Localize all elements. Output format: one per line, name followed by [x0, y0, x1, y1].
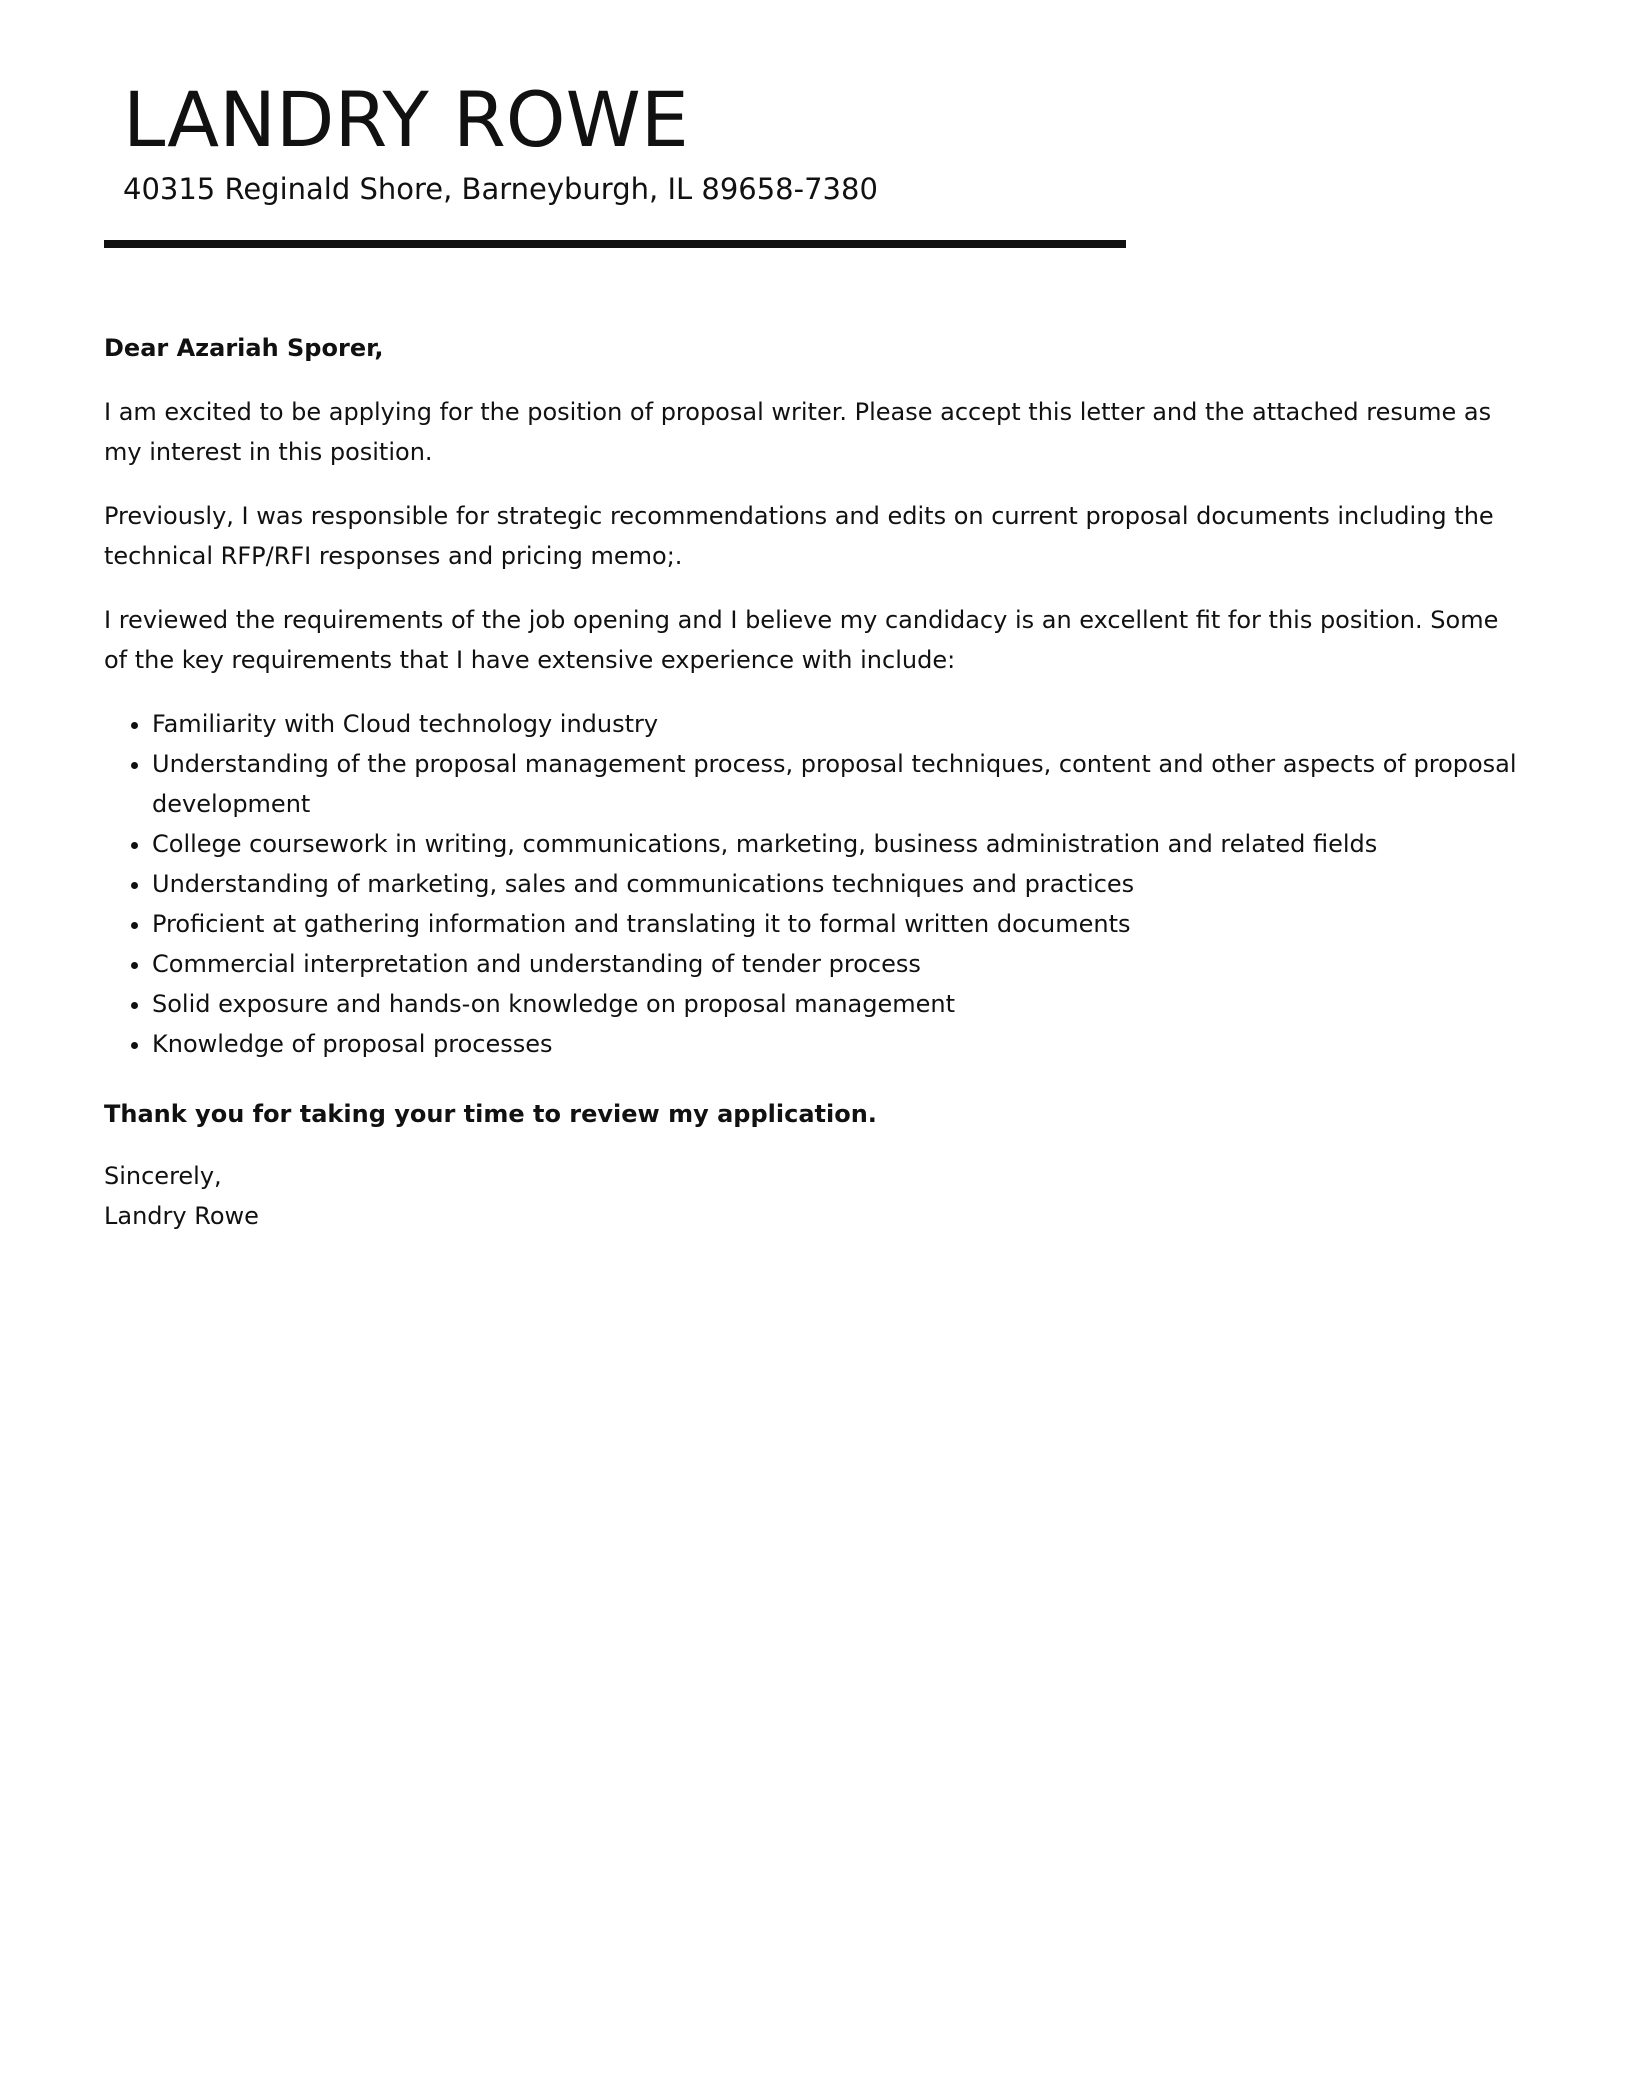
list-item: • Knowledge of proposal processes [152, 1024, 1524, 1064]
list-item: • Proficient at gathering information and translating it to formal written documents [152, 904, 1524, 944]
list-item: • College coursework in writing, communications, marketing, business administration and related fields [152, 824, 1524, 864]
list-item: • Understanding of the proposal management process, proposal techniques, content and other aspects of proposal development [152, 744, 1524, 824]
header-divider [104, 240, 1126, 248]
signature-name: Landry Rowe [104, 1202, 259, 1230]
salutation: Dear Azariah Sporer, [104, 334, 384, 362]
list-item: • Commercial interpretation and understanding of tender process [152, 944, 1524, 984]
paragraph-intro: I am excited to be applying for the position of proposal writer. Please accept this letter and the attached resume as my interest in this position. [104, 398, 1492, 466]
letter-body [104, 328, 1524, 1236]
requirements-list [104, 704, 1524, 1064]
paragraph-requirements: I reviewed the requirements of the job opening and I believe my candidacy is an excellent fit for this position. Some of the key requirements that I have extensive experience with include: [104, 606, 1499, 674]
closing-statement: Thank you for taking your time to review my application. [104, 1100, 877, 1128]
list-item: • Solid exposure and hands-on knowledge on proposal management [152, 984, 1524, 1024]
applicant-address: 40315 Reginald Shore, Barneyburgh, IL 89658-7380 [123, 172, 878, 206]
list-item: • Understanding of marketing, sales and communications techniques and practices [152, 864, 1524, 904]
applicant-name: LANDRY ROWE [123, 75, 689, 164]
list-item: • Familiarity with Cloud technology industry [152, 704, 1524, 744]
paragraph-experience: Previously, I was responsible for strategic recommendations and edits on current proposal documents including the technical RFP/RFI responses and pricing memo;. [104, 502, 1494, 570]
signoff: Sincerely, [104, 1162, 222, 1190]
